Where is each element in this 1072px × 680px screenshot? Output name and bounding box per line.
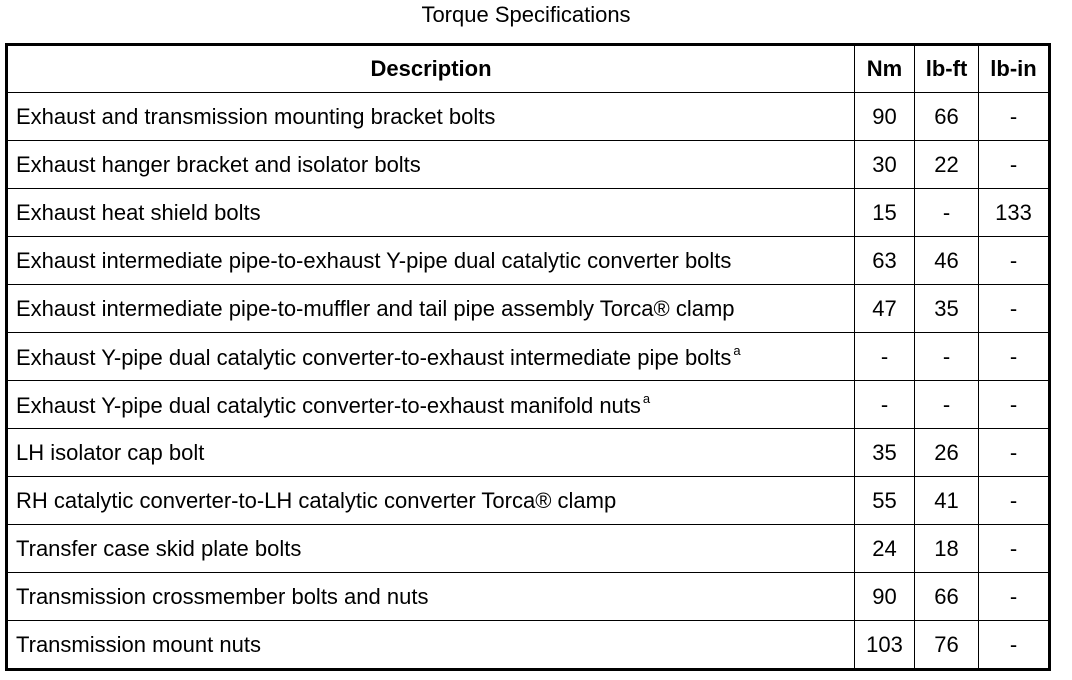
row-description-cell xyxy=(7,573,855,621)
table-row xyxy=(7,573,1050,621)
row-description-cell xyxy=(7,141,855,189)
row-description: Exhaust hanger bracket and isolator bolts xyxy=(16,151,421,177)
row-description-cell xyxy=(7,381,855,429)
row-description: RH catalytic converter-to-LH catalytic converter Torca® clamp xyxy=(16,487,617,513)
row-description-cell xyxy=(7,237,855,285)
table-row xyxy=(7,237,1050,285)
row-lbin-value: 133 xyxy=(979,189,1050,237)
torque-spec-table xyxy=(5,43,1051,671)
footnote-marker: a xyxy=(642,390,651,406)
row-nm-value: 30 xyxy=(855,141,915,189)
row-description-cell xyxy=(7,429,855,477)
header-description: Description xyxy=(7,45,855,93)
row-nm-value: 35 xyxy=(855,429,915,477)
row-lbin-value: - xyxy=(979,93,1050,141)
row-lbft-value: 41 xyxy=(915,477,979,525)
row-description: Exhaust and transmission mounting bracket bolts xyxy=(16,103,496,129)
row-description-cell xyxy=(7,189,855,237)
table-row xyxy=(7,477,1050,525)
row-lbft-value: 26 xyxy=(915,429,979,477)
row-lbft-value: 46 xyxy=(915,237,979,285)
row-description-cell xyxy=(7,525,855,573)
table-row xyxy=(7,381,1050,429)
header-lbft: lb-ft xyxy=(915,45,979,93)
row-lbin-value: - xyxy=(979,621,1050,670)
row-lbin-value: - xyxy=(979,525,1050,573)
table-row xyxy=(7,621,1050,670)
row-lbin-value: - xyxy=(979,333,1050,381)
row-description: LH isolator cap bolt xyxy=(16,439,205,465)
header-lbin: lb-in xyxy=(979,45,1050,93)
table-caption: Torque Specifications xyxy=(421,2,631,27)
row-nm-value: 15 xyxy=(855,189,915,237)
row-description-cell xyxy=(7,477,855,525)
row-lbft-value: 35 xyxy=(915,285,979,333)
header-nm: Nm xyxy=(855,45,915,93)
row-description-cell xyxy=(7,93,855,141)
table-row xyxy=(7,93,1050,141)
row-description: Transmission crossmember bolts and nuts xyxy=(16,583,429,609)
row-lbin-value: - xyxy=(979,381,1050,429)
header-row xyxy=(7,45,1050,93)
row-description-cell xyxy=(7,621,855,670)
row-lbin-value: - xyxy=(979,573,1050,621)
row-lbft-value: 66 xyxy=(915,573,979,621)
row-nm-value: - xyxy=(855,381,915,429)
footnote-marker: a xyxy=(733,342,741,358)
table-row xyxy=(7,141,1050,189)
row-nm-value: 63 xyxy=(855,237,915,285)
row-nm-value: 90 xyxy=(855,93,915,141)
table-row xyxy=(7,333,1050,381)
table-body xyxy=(7,93,1050,670)
row-nm-value: - xyxy=(855,333,915,381)
row-lbft-value: 76 xyxy=(915,621,979,670)
row-nm-value: 47 xyxy=(855,285,915,333)
row-lbin-value: - xyxy=(979,477,1050,525)
row-description: Exhaust heat shield bolts xyxy=(16,199,261,225)
row-lbin-value: - xyxy=(979,141,1050,189)
row-description: Transmission mount nuts xyxy=(16,631,261,657)
row-lbft-value: - xyxy=(915,381,979,429)
table-row xyxy=(7,189,1050,237)
row-lbin-value: - xyxy=(979,285,1050,333)
table-row xyxy=(7,429,1050,477)
row-lbft-value: 22 xyxy=(915,141,979,189)
row-lbin-value: - xyxy=(979,237,1050,285)
row-nm-value: 90 xyxy=(855,573,915,621)
row-nm-value: 24 xyxy=(855,525,915,573)
row-lbft-value: 66 xyxy=(915,93,979,141)
row-description-cell xyxy=(7,285,855,333)
row-description: Transfer case skid plate bolts xyxy=(16,535,302,561)
row-description-cell xyxy=(7,333,855,381)
table-row xyxy=(7,285,1050,333)
row-description: Exhaust Y-pipe dual catalytic converter-to-exhaust intermediate pipe bolts xyxy=(16,344,732,370)
row-lbin-value: - xyxy=(979,429,1050,477)
row-lbft-value: - xyxy=(915,333,979,381)
row-nm-value: 55 xyxy=(855,477,915,525)
table-row xyxy=(7,525,1050,573)
row-nm-value: 103 xyxy=(855,621,915,670)
row-description: Exhaust intermediate pipe-to-exhaust Y-pipe dual catalytic converter bolts xyxy=(16,247,732,273)
row-description: Exhaust intermediate pipe-to-muffler and tail pipe assembly Torca® clamp xyxy=(16,295,735,321)
row-lbft-value: 18 xyxy=(915,525,979,573)
row-lbft-value: - xyxy=(915,189,979,237)
row-description: Exhaust Y-pipe dual catalytic converter-to-exhaust manifold nuts xyxy=(16,392,641,418)
